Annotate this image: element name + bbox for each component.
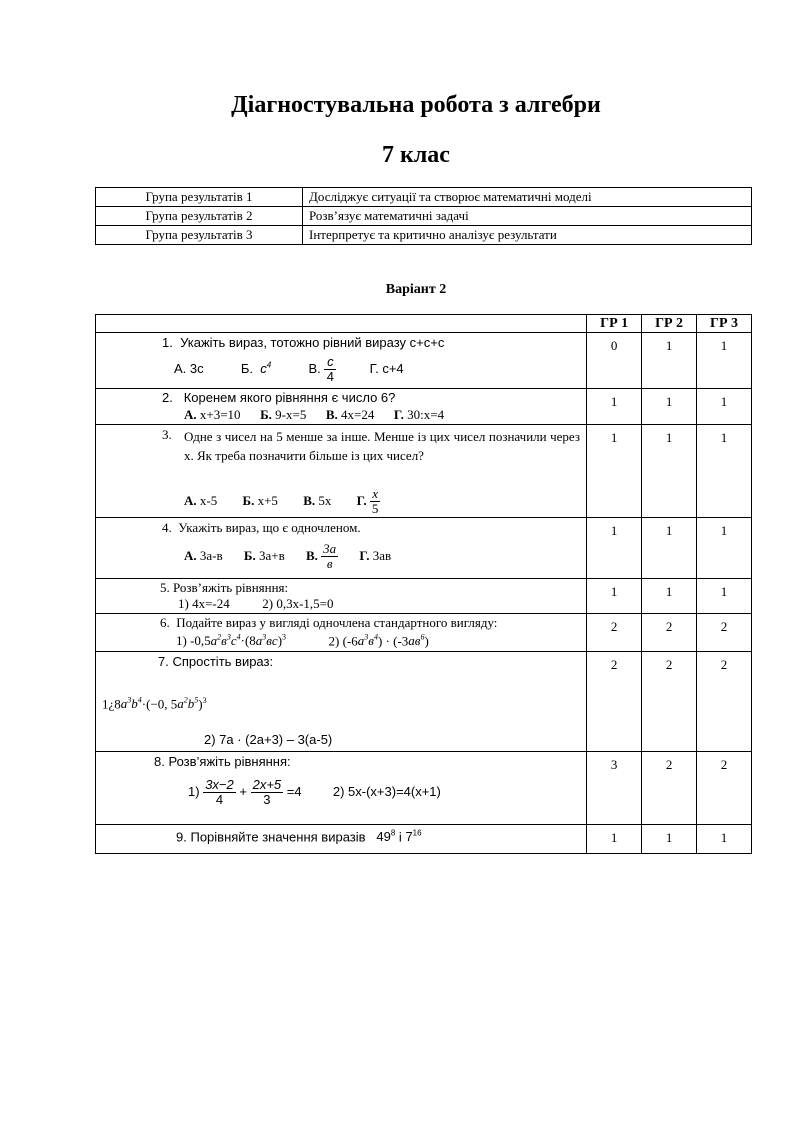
tasks-table [95, 314, 752, 854]
option-a: А. 3c [174, 361, 204, 377]
score-gr2: 1 [642, 333, 697, 389]
option-c-label: В. [303, 492, 316, 508]
task-text: Спростіть вираз: [172, 654, 274, 669]
expression-1: 1) $-0,5a^2в^3c^4\cdot(8a^3вc)^3$ [176, 633, 287, 649]
group-desc: Інтерпретує та критично аналізує результати [303, 226, 752, 245]
option-a-label: А. [184, 547, 197, 563]
option-c: 5x [318, 492, 332, 508]
option-d-label: Г. [393, 407, 404, 422]
option-b-label: Б. [242, 492, 255, 508]
header-gr2: ГР 2 [642, 315, 697, 333]
option-c-label: В. [306, 547, 318, 563]
score-gr3: 2 [697, 752, 752, 825]
task-text: Розв’яжіть рівняння: [168, 754, 291, 769]
option-a: x+3=10 [199, 407, 241, 422]
conjunction: і [398, 829, 402, 845]
option-b: 9-x=5 [275, 407, 307, 422]
task-text: Коренем якого рівняння є число 6? [183, 390, 396, 405]
score-gr2: 1 [642, 389, 697, 425]
score-gr3: 1 [697, 579, 752, 614]
score-gr3: 1 [697, 425, 752, 518]
task-4 [96, 518, 587, 579]
score-gr2: 1 [642, 579, 697, 614]
table-row [96, 652, 752, 752]
task-1 [96, 333, 587, 389]
option-b-base: c [260, 361, 267, 377]
table-row [96, 425, 752, 518]
equation-2: 2) 5x-(x+3)=4(x+1) [332, 784, 441, 800]
task-text: Розв’яжіть рівняння: [173, 580, 289, 595]
task-number: 5. [160, 580, 170, 595]
option-a-label: А. [184, 492, 197, 508]
table-header-row [96, 315, 752, 333]
option-a: 3а-в [199, 547, 223, 563]
task-6 [96, 614, 587, 652]
score-gr1: 1 [587, 518, 642, 579]
option-a: x-5 [199, 492, 218, 508]
expression-1: $1¿8a^3b^4\cdot(-0$, $5a^2b^5)^3$ [102, 696, 207, 712]
option-c: В. [308, 361, 321, 377]
option-d-label: Г. [356, 492, 367, 508]
option-b-label: Б. [260, 407, 272, 422]
option-b: Б. [240, 361, 254, 377]
score-gr1: 3 [587, 752, 642, 825]
page-title: Діагностувальна робота з алгебри [231, 92, 601, 118]
header-gr1: ГР 1 [587, 315, 642, 333]
option-b-label: Б. [243, 547, 256, 563]
score-gr3: 1 [697, 518, 752, 579]
table-row [96, 207, 752, 226]
option-b-exp: 4 [266, 360, 272, 370]
score-gr3: 1 [697, 389, 752, 425]
table-row [96, 614, 752, 652]
score-gr2: 1 [642, 518, 697, 579]
task-5 [96, 579, 587, 614]
table-row [96, 226, 752, 245]
option-c-fraction: $\frac{c}{4}$ [324, 355, 336, 385]
option-c-fraction: $\frac{3а}{в}$ [323, 541, 337, 572]
task-3 [96, 425, 587, 518]
task-number: 3. [162, 427, 172, 442]
task-text: Укажіть вираз, що є одночленом. [178, 520, 361, 535]
results-groups-table [95, 187, 752, 245]
task-number: 4. [162, 520, 172, 535]
task-number: 7. [158, 654, 169, 669]
task-8 [96, 752, 587, 825]
expression-2: $7^{16}$ [405, 829, 422, 845]
group-name: Група результатів 2 [96, 207, 303, 226]
score-gr1: 2 [587, 652, 642, 752]
task-text: Подайте вираз у вигляді одночлена стандартного вигляду: [176, 615, 498, 630]
expression-2: 2) 7a · (2a+3) – 3(a-5) [204, 732, 333, 747]
group-name: Група результатів 3 [96, 226, 303, 245]
equation-1: 1) $\frac{3x-2}{4}$ + $\frac{2x+5}{3}$ =4 [188, 777, 302, 808]
table-row [96, 752, 752, 825]
header-gr3: ГР 3 [697, 315, 752, 333]
option-d: 3ав [372, 547, 392, 563]
task-text: Укажіть вираз, тотожно рівний виразу c+c+c [180, 335, 445, 350]
table-row [96, 188, 752, 207]
group-name: Група результатів 1 [96, 188, 303, 207]
score-gr2: 2 [642, 752, 697, 825]
variant-title: Варіант 2 [385, 282, 447, 297]
score-gr1: 1 [587, 579, 642, 614]
group-desc: Розв’язує математичні задачі [303, 207, 752, 226]
grade-title: 7 клас [382, 142, 450, 168]
task-2 [96, 389, 587, 425]
table-row [96, 333, 752, 389]
group-desc: Досліджує ситуації та створює математичні моделі [303, 188, 752, 207]
option-c: 4x=24 [341, 407, 375, 422]
equation-1: 1) 4x=-24 [178, 596, 230, 611]
task-7 [96, 652, 587, 752]
score-gr2: 1 [642, 825, 697, 854]
table-row [96, 389, 752, 425]
score-gr1: 2 [587, 614, 642, 652]
task-number: 1. [162, 335, 173, 350]
score-gr2: 2 [642, 614, 697, 652]
score-gr3: 2 [697, 652, 752, 752]
expression-2: 2) $(-6a^3в^4) \cdot (-3aв^6)$ [328, 633, 429, 649]
score-gr3: 1 [697, 333, 752, 389]
score-gr1: 1 [587, 425, 642, 518]
score-gr3: 1 [697, 825, 752, 854]
option-b: 3а+в [259, 547, 285, 563]
task-text: Порівняйте значення виразів [190, 829, 366, 845]
score-gr3: 2 [697, 614, 752, 652]
task-number: 8. [154, 754, 165, 769]
task-number: 9. [176, 829, 187, 845]
option-d: Г. c+4 [369, 361, 404, 377]
score-gr1: 1 [587, 825, 642, 854]
table-row [96, 518, 752, 579]
equation-2: 2) 0,3x-1,5=0 [262, 596, 334, 611]
task-number: 2. [162, 390, 173, 405]
score-gr1: 1 [587, 389, 642, 425]
option-a-label: А. [184, 407, 197, 422]
task-text: Одне з чисел на 5 менше за інше. Менше із цих чисел позначили через x. Як треба позначити більше із цих чисел? [184, 429, 580, 463]
option-d-label: Г. [359, 547, 370, 563]
task-9 [96, 825, 587, 854]
table-row [96, 825, 752, 854]
option-d: 30:x=4 [407, 407, 445, 422]
task-number: 6. [160, 615, 170, 630]
option-b: x+5 [257, 492, 278, 508]
score-gr1: 0 [587, 333, 642, 389]
option-d-fraction: $\frac{x}{5}$ [371, 486, 379, 517]
option-c-label: В. [325, 407, 338, 422]
expression-1: $49^8$ [376, 829, 396, 845]
score-gr2: 2 [642, 652, 697, 752]
table-row [96, 579, 752, 614]
header-empty [96, 315, 587, 333]
score-gr2: 1 [642, 425, 697, 518]
